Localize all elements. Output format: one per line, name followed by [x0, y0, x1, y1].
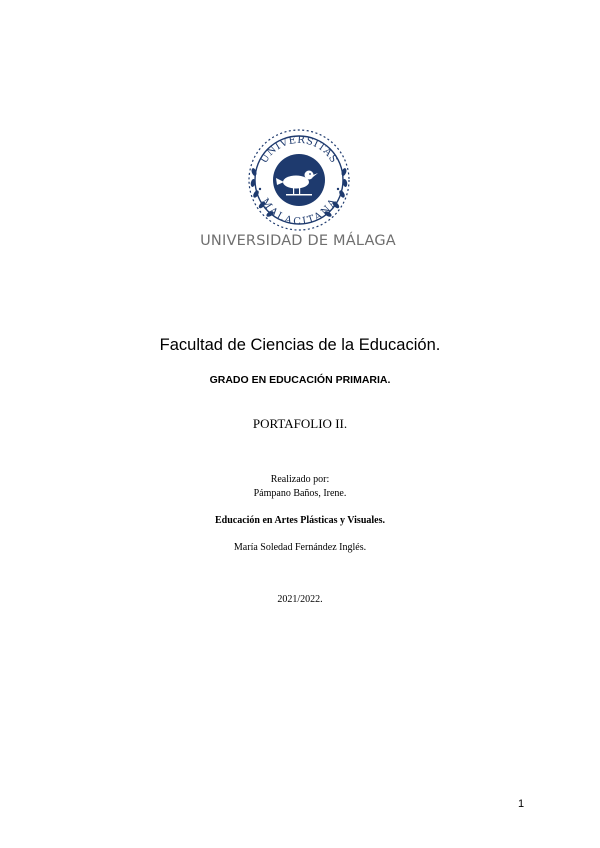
teacher-name: María Soledad Fernández Inglés. [233, 542, 367, 553]
faculty-title: Facultad de Ciencias de la Educación. [159, 336, 441, 354]
degree-title: GRADO EN EDUCACIÓN PRIMARIA. [209, 374, 391, 386]
university-seal-logo [246, 127, 352, 233]
document-title: PORTAFOLIO II. [252, 416, 348, 431]
svg-text:UNIVERSITAS: UNIVERSITAS [258, 134, 340, 166]
page-number: 1 [518, 798, 525, 810]
university-name: UNIVERSIDAD DE MÁLAGA [200, 233, 396, 249]
academic-year: 2021/2022. [277, 594, 323, 605]
author-name: Pámpano Baños, Irene. [253, 488, 347, 499]
subject-name: Educación en Artes Plásticas y Visuales. [214, 515, 385, 526]
author-label: Realizado por: [270, 474, 330, 485]
svg-text:MALACITANA: MALACITANA [258, 196, 340, 228]
